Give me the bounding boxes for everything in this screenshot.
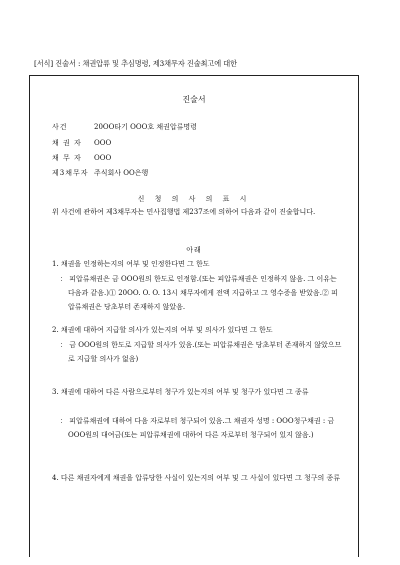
third-party-debtor-label: 제3채무자 — [52, 169, 89, 177]
creditor-label: 채 권 자 — [52, 139, 82, 147]
third-party-debtor-value: 주식회사 OO은행 — [94, 169, 149, 177]
form-caption: [서식] 진술서 : 채권압류 및 추심명령, 제3채무자 진술최고에 대한 — [34, 59, 237, 68]
case-field — [52, 122, 197, 132]
debtor-label: 채 무 자 — [52, 154, 82, 162]
item-3-body: ： 피압류채권에 대하여 다음 자로부터 청구되어 있음.그 채권자 성명 : OOO청구채권 : 금 OOO원의 대여금(또는 피압류채권에 대하여 다른 자로부터 청구되어 있지 않음.) — [60, 417, 335, 439]
list-heading: 아래 — [186, 246, 202, 254]
document-frame — [29, 75, 359, 557]
section-title: 신 청 의 사 의 표 시 — [137, 195, 251, 203]
debtor-field — [52, 153, 111, 163]
item-4-title: 4. 다른 채권자에게 채권을 압류당한 사실이 있는지의 여부 및 그 사실이 있다면 그 청구의 종류 — [52, 474, 341, 482]
item-2-title: 2. 채권에 대하여 지급할 의사가 있는지의 여부 및 의사가 있다면 그 한도 — [52, 326, 273, 334]
item-3-title: 3. 채권에 대하여 다른 사람으로부터 청구가 있는지의 여부 및 청구가 있다면 그 종류 — [52, 388, 309, 396]
item-2-body: ： 금 OOO원의 한도로 지급할 의사가 있음.(또는 피압류채권은 당초부터 존재하지 않았으므로 지급할 의사가 없음) — [60, 341, 342, 363]
case-value: 20OO타기 OOO호 채권압류명령 — [94, 123, 197, 131]
third-party-debtor-field — [52, 168, 148, 178]
intro-paragraph: 위 사건에 관하여 제3채무자는 민사집행법 제237조에 의하여 다음과 같이 진술합니다. — [52, 208, 316, 216]
item-1-title: 1. 채권을 인정하는지의 여부 및 인정한다면 그 한도 — [52, 260, 210, 268]
creditor-field — [52, 138, 111, 148]
item-1-body: ： 피압류채권은 금 OOO원의 한도로 인정함.(또는 피압류채권은 인정하지 않음. 그 이유는 다음과 같음.)① 20OO. O. O. 13시 채무자에게 전액 지급하고 그 영수증을 받았음.② 피압류채권은 당초부터 존재하지 않았음. — [60, 275, 338, 311]
debtor-value: OOO — [94, 154, 112, 162]
case-label: 사건 — [52, 123, 68, 131]
creditor-value: OOO — [94, 139, 112, 147]
document-title: 진술서 — [182, 95, 206, 104]
